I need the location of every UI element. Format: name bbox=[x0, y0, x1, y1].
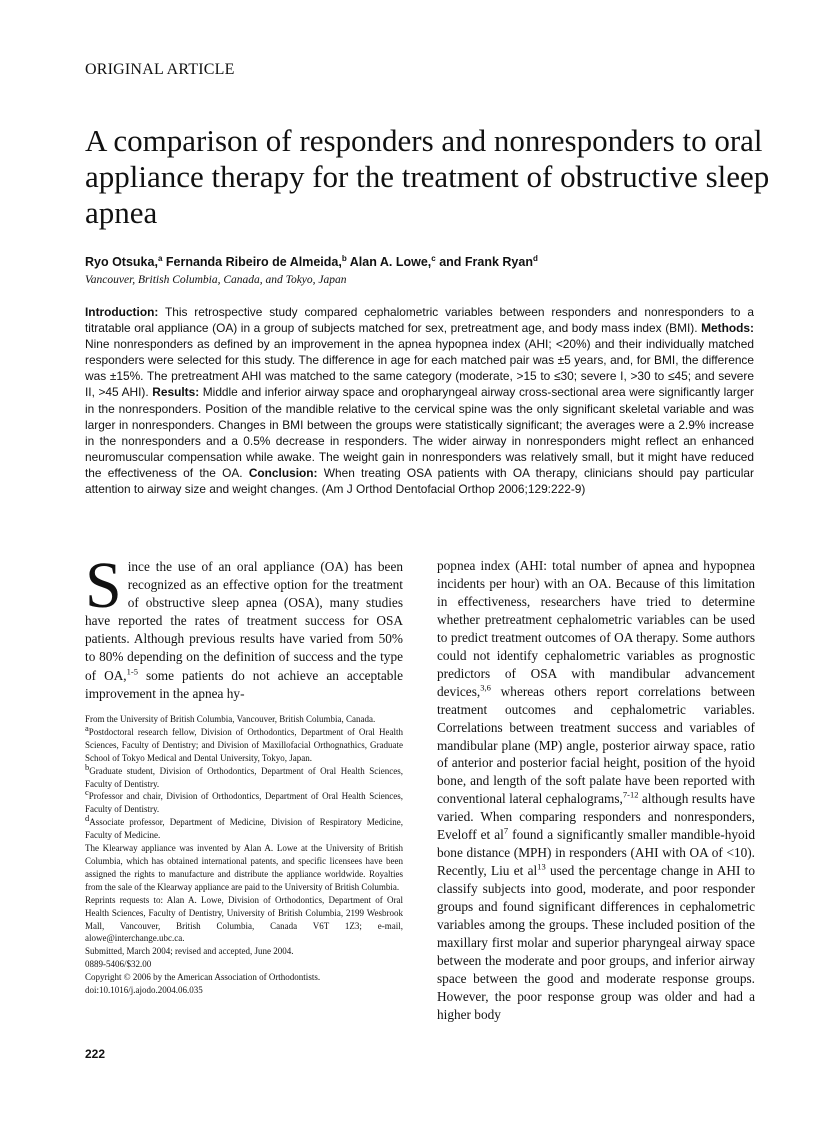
body-text: used the percentage change in AHI to classify subjects into good, moderate, and poor responder groups and found significant differences in cephalometric variables among the groups. These included position of the maxillary first molar and superior pharyngeal airway space between the moderate and poor groups, and inferior airway space between the good and moderate response groups. However, the poor response group was older and had a higher body bbox=[437, 863, 755, 1022]
footnote-price: 0889-5406/$32.00 bbox=[85, 959, 152, 970]
section-label: ORIGINAL ARTICLE bbox=[85, 61, 235, 78]
affiliation-mark: b bbox=[85, 761, 90, 772]
body-text: although results have varied. When comparing responders and nonresponders, Eveloff et al bbox=[437, 791, 755, 843]
body-paragraph bbox=[85, 549, 403, 703]
affiliation-mark: d bbox=[85, 813, 90, 824]
footnote-affiliation-b bbox=[85, 761, 403, 791]
citation-ref: 7-12 bbox=[622, 789, 639, 800]
affiliation-mark: a bbox=[85, 722, 89, 733]
abstract-conclusion-text: When treating OSA patients with OA therapy, clinicians should pay particular attention to airway size and weight changes. (Am J Orthod Dentofacial Orthop 2006;129:222-9) bbox=[85, 465, 754, 497]
author-name: and Frank Ryan bbox=[439, 255, 533, 269]
affiliation-mark: b bbox=[341, 253, 347, 263]
affiliation-mark: a bbox=[157, 253, 163, 263]
body-column-left bbox=[85, 549, 403, 703]
body-column-right bbox=[437, 557, 755, 1024]
body-text: found a significantly smaller mandible-hyoid bone distance (MPH) in responders (AHI with OA of <10). Recently, Liu et al bbox=[437, 827, 755, 879]
abstract-heading-methods: Methods: bbox=[701, 321, 754, 336]
drop-cap: S bbox=[85, 549, 122, 622]
author-list bbox=[85, 255, 538, 269]
author-location: Vancouver, British Columbia, Canada, and Tokyo, Japan bbox=[85, 274, 347, 286]
abstract-heading-results: Results: bbox=[152, 385, 200, 400]
author-name: Alan A. Lowe, bbox=[349, 255, 432, 269]
footnote-disclosure: The Klearway appliance was invented by Alan A. Lowe at the University of British Columbia, which has obtained international patents, and specific licensees have been assigned the rights to manufacture and distribute the appliance worldwide. Royalties from the sale of the Klearway appliance are paid to the University of British Columbia. bbox=[85, 843, 403, 892]
article-title: A comparison of responders and nonresponders to oral appliance therapy for the treatment of obstructive sleep apnea bbox=[85, 123, 770, 230]
affiliation-mark: d bbox=[532, 253, 538, 263]
footnote-text: Graduate student, Division of Orthodontics, Department of Oral Health Sciences, Faculty of Dentistry. bbox=[85, 765, 403, 789]
footnotes bbox=[85, 713, 403, 997]
abstract-introduction-text: This retrospective study compared cephalometric variables between responders and nonresponders to a titratable oral appliance (OA) in a group of subjects matched for sex, pretreatment age, and body mass index (BMI). bbox=[85, 305, 754, 336]
page-number: 222 bbox=[85, 1047, 106, 1061]
footnote-text: Postdoctoral research fellow, Division of Orthodontics, Department of Oral Health Sciences, Faculty of Dentistry; and Division of Maxillofacial Orthognathics, Graduate School of Tokyo Medical and Dental University, Tokyo, Japan. bbox=[85, 726, 403, 763]
abstract-heading-introduction: Introduction: bbox=[85, 305, 159, 319]
author-name: Fernanda Ribeiro de Almeida, bbox=[165, 255, 342, 269]
footnote-text: Associate professor, Department of Medicine, Division of Respiratory Medicine, Faculty of Medicine. bbox=[85, 817, 403, 841]
body-text: whereas others report correlations between treatment outcomes and cephalometric variables. Correlations between treatment success and variables of mandibular plane (MP) angle, posterior airway space, ratio of anterior and posterior facial height, position of the hyoid bone, and length of the soft palate have been reported with conventional lateral cephalograms, bbox=[437, 683, 755, 807]
abstract-results-text: Middle and inferior airway space and oropharyngeal airway cross-sectional area were significantly larger in the nonresponders. Position of the mandible relative to the cervical spine was the only significant skeletal variable and was larger in nonresponders. Changes in BMI between the groups were statistically significant; the averages were a 2.9% increase in the nonresponders and a 0.5% decrease in responders. The wider airway in nonresponders might reflect an enhanced neuromuscular compensation while awake. The weight gain in nonresponders was relatively small, but it might have reduced the effectiveness of the OA. bbox=[85, 385, 755, 480]
footnote-affiliation-a bbox=[85, 722, 403, 765]
footnote-text: Professor and chair, Division of Orthodontics, Department of Oral Health Sciences, Faculty of Dentistry. bbox=[85, 791, 403, 815]
body-text: ince the use of an oral appliance (OA) has been recognized as an effective option for the treatment of obstructive sleep apnea (OSA), many studies have reported the rates of treatment success for OSA patients. Although previous results have varied from 50% to 80% depending on the definition of success and the type of OA, bbox=[85, 559, 403, 683]
abstract-methods-text: Nine nonresponders as defined by an improvement in the apnea hypopnea index (AHI; <20%) and their individually matched responders were selected for this study. The difference in age for each matched pair was ±5 years, and, for BMI, the difference was ±15%. The pretreatment AHI was matched to the same category (moderate, >15 to ≤30; severe I, >30 to ≤45; and severe II, >45 AHI). bbox=[85, 337, 754, 400]
footnote-copyright: Copyright © 2006 by the American Association of Orthodontists. bbox=[85, 972, 321, 983]
citation-ref: 1-5 bbox=[126, 666, 138, 677]
footnote-doi: doi:10.1016/j.ajodo.2004.06.035 bbox=[85, 985, 203, 996]
citation-ref: 7 bbox=[503, 825, 509, 836]
footnote-institution: From the University of British Columbia, Vancouver, British Columbia, Canada. bbox=[85, 714, 376, 724]
citation-ref: 3,6 bbox=[480, 682, 491, 693]
footnote-affiliation-d bbox=[85, 813, 403, 842]
body-paragraph bbox=[437, 557, 755, 1024]
citation-ref: 13 bbox=[537, 861, 546, 872]
body-text: popnea index (AHI: total number of apnea and hypopnea incidents per hour) with an OA. Because of this limitation in effectiveness, researchers have tried to determine whether pretreatment cephalometric variables can be used to predict treatment outcomes of OA therapy. Some authors could not identify cephalometric variables as prognostic predictors of OSA with mandibular advancement devices, bbox=[437, 558, 755, 699]
footnote-reprints: Reprints requests to: Alan A. Lowe, Division of Orthodontics, Department of Oral Health Sciences, Faculty of Dentistry, University of British Columbia, 2199 Wesbrook Mall, Vancouver, British Columbia, Canada V6T 1Z3; e-mail, alowe@interchange.ubc.ca. bbox=[85, 894, 403, 944]
body-text: some patients do not achieve an acceptable improvement in the apnea hy- bbox=[85, 667, 403, 701]
affiliation-mark: c bbox=[431, 253, 436, 263]
abstract bbox=[85, 304, 754, 497]
author-name: Ryo Otsuka, bbox=[85, 255, 158, 269]
footnote-submitted: Submitted, March 2004; revised and accepted, June 2004. bbox=[85, 946, 294, 957]
abstract-heading-conclusion: Conclusion: bbox=[248, 465, 318, 480]
affiliation-mark: c bbox=[85, 787, 89, 798]
footnote-affiliation-c bbox=[85, 787, 403, 816]
